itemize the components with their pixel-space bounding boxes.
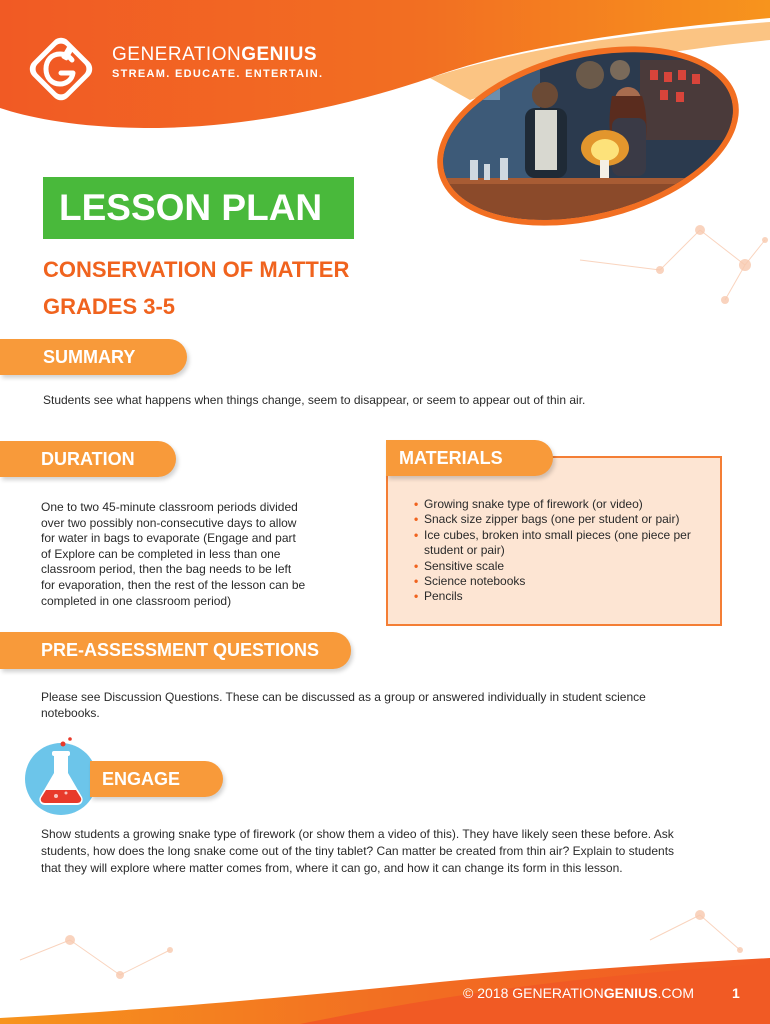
duration-line: completed in one classroom period) (41, 593, 232, 608)
duration-line: for evaporation, then the rest of the lesson can be (41, 577, 306, 592)
engage-line: that they will explore where matter comes from, where it can go, and how it can change its form in this lesson. (41, 861, 623, 875)
duration-line: classroom period, then the bag needs to be left (41, 562, 292, 577)
list-item: • Sensitive scale (414, 558, 505, 573)
engage-heading: ENGAGE (90, 761, 223, 797)
brand-tagline: STREAM. EDUCATE. ENTERTAIN. (112, 68, 324, 80)
list-item: • Science notebooks (414, 574, 526, 589)
list-item: • Ice cubes, broken into small pieces (one piece per student or pair) (414, 527, 691, 558)
lesson-title: CONSERVATION OF MATTER (43, 257, 350, 282)
materials-list (414, 497, 704, 605)
list-item: • Snack size zipper bags (one per student or pair) (414, 512, 680, 527)
duration-heading: DURATION (0, 441, 176, 477)
materials-heading: MATERIALS (386, 440, 553, 476)
duration-line: One to two 45-minute classroom periods divided (41, 500, 298, 514)
lesson-plan-banner: LESSON PLAN (43, 177, 354, 239)
generation-genius-logo (18, 26, 104, 112)
duration-line: over two possibly non-consecutive days to allow (41, 515, 297, 530)
list-item: • Pencils (414, 589, 463, 604)
pre-assessment-line: Please see Discussion Questions. These can be discussed as a group or answered individually in student science (41, 690, 646, 704)
lesson-grades: GRADES 3-5 (43, 294, 176, 319)
duration-line: of Explore can be completed in less than one (41, 546, 281, 561)
engage-line: Show students a growing snake type of firework (or show them a video of this). They have likely seen these before. Ask (41, 827, 674, 841)
pre-assessment-heading: PRE-ASSESSMENT QUESTIONS (0, 632, 351, 669)
engage-line: students, how does the long snake come out of the tiny tablet? Can matter be created from thin air? Explain to students (41, 844, 675, 858)
footer-copyright: © 2018 GENERATIONGENIUS.COM (463, 985, 695, 1001)
pre-assessment-line: notebooks. (41, 705, 100, 720)
pre-assessment-text (41, 690, 741, 721)
summary-heading: SUMMARY (0, 339, 187, 375)
engage-text (41, 826, 756, 877)
materials-list-wrap (414, 497, 704, 605)
list-item: • Growing snake type of firework (or video) (414, 497, 643, 511)
page-number: 1 (732, 985, 740, 1001)
duration-text (41, 500, 371, 609)
summary-text: Students see what happens when things change, seem to disappear, or seem to appear out of thin air. (43, 393, 586, 407)
duration-line: for water in bags to evaporate (Engage and part (41, 531, 296, 546)
brand-name: GENERATIONGENIUS (112, 44, 318, 65)
